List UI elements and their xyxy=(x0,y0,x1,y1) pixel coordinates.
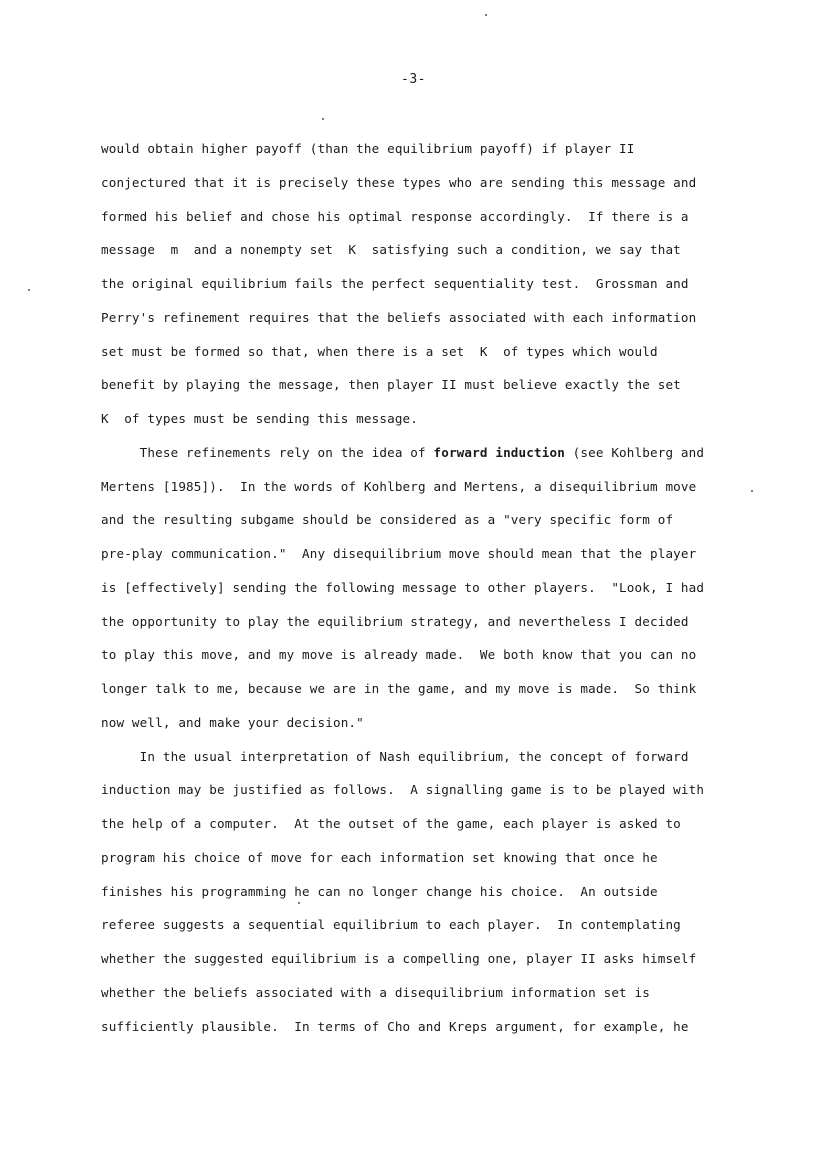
text-line-26: whether the beliefs associated with a disequilibrium information set is xyxy=(101,984,650,1000)
text-line-4: message m and a nonempty set K satisfying such a condition, we say that xyxy=(101,242,681,258)
text-line-24: referee suggests a sequential equilibrium to each player. In contemplating xyxy=(101,917,681,933)
text-line-19: In the usual interpretation of Nash equilibrium, the concept of forward xyxy=(101,748,689,764)
text-line-7: set must be formed so that, when there is a set K of types which would xyxy=(101,343,658,359)
scan-speck xyxy=(298,902,300,904)
text-line-10 xyxy=(101,444,761,478)
text-line-12: and the resulting subgame should be considered as a "very specific form of xyxy=(101,512,674,528)
scan-speck xyxy=(751,490,753,492)
text-line-2: conjectured that it is precisely these types who are sending this message and xyxy=(101,174,697,190)
text-line-27: sufficiently plausible. In terms of Cho and Kreps argument, for example, he xyxy=(101,1018,689,1034)
text-line-15: the opportunity to play the equilibrium strategy, and nevertheless I decided xyxy=(101,613,689,629)
scan-speck xyxy=(485,14,487,16)
text-line-16: to play this move, and my move is already made. We both know that you can no xyxy=(101,647,697,663)
text-line-5: the original equilibrium fails the perfect sequentiality test. Grossman and xyxy=(101,276,689,291)
text-line-10-start: These refinements rely on the idea of xyxy=(101,444,434,460)
text-line-14: is [effectively] sending the following message to other players. "Look, I had xyxy=(101,579,705,595)
text-line-6: Perry's refinement requires that the beliefs associated with each information xyxy=(101,309,697,325)
scan-speck xyxy=(28,289,30,291)
text-line-20: induction may be justified as follows. A signalling game is to be played with xyxy=(101,782,705,798)
text-line-17: longer talk to me, because we are in the game, and my move is made. So think xyxy=(101,681,697,696)
bold-term-forward-induction: forward induction xyxy=(433,444,565,460)
text-line-13: pre-play communication." Any disequilibrium move should mean that the player xyxy=(101,546,697,561)
text-line-23: finishes his programming he can no longer change his choice. An outside xyxy=(101,883,658,899)
text-line-11: Mertens [1985]). In the words of Kohlberg and Mertens, a disequilibrium move xyxy=(101,478,697,494)
text-line-9: K of types must be sending this message. xyxy=(101,411,419,426)
page-number: -3- xyxy=(401,72,426,87)
text-line-1: would obtain higher payoff (than the equilibrium payoff) if player II xyxy=(101,141,635,156)
text-line-22: program his choice of move for each information set knowing that once he xyxy=(101,849,658,865)
body-text xyxy=(101,140,761,1051)
text-line-18: now well, and make your decision." xyxy=(101,714,364,730)
text-line-21: the help of a computer. At the outset of the game, each player is asked to xyxy=(101,816,681,831)
text-line-25: whether the suggested equilibrium is a compelling one, player II asks himself xyxy=(101,951,697,966)
text-line-8: benefit by playing the message, then player II must believe exactly the set xyxy=(101,377,681,393)
scan-speck xyxy=(322,118,324,120)
text-line-3: formed his belief and chose his optimal response accordingly. If there is a xyxy=(101,208,689,224)
text-line-10-end: (see Kohlberg and xyxy=(564,444,705,460)
